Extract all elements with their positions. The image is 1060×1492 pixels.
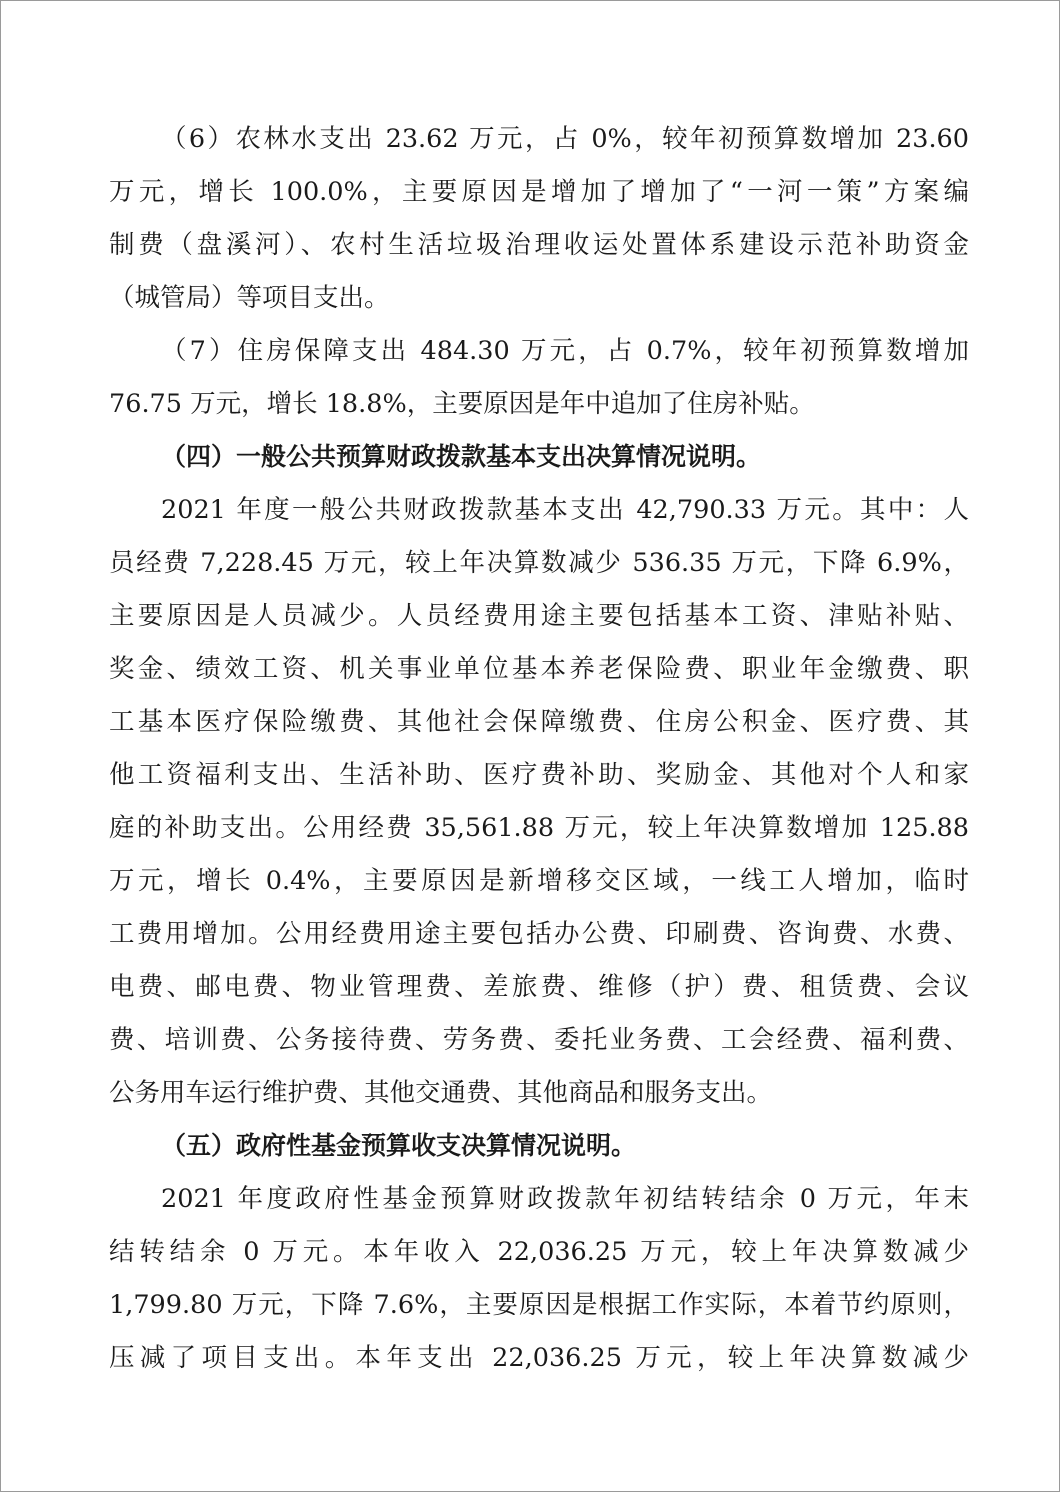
- paragraph-basic-expenditure-line-11: 费、培训费、公务接待费、劳务费、委托业务费、工会经费、福利费、: [109, 1025, 969, 1055]
- paragraph-housing-line-2: 76.75 万元，增长 18.8%，主要原因是年中追加了住房补贴。: [109, 389, 815, 419]
- paragraph-basic-expenditure-line-8: 万元，增长 0.4%，主要原因是新增移交区域，一线工人增加，临时: [109, 866, 969, 896]
- paragraph-fund-budget-line-2: 结转结余 0 万元。本年收入 22,036.25 万元，较上年决算数减少: [109, 1237, 969, 1267]
- paragraph-basic-expenditure-line-12: 公务用车运行维护费、其他交通费、其他商品和服务支出。: [109, 1078, 773, 1108]
- paragraph-agriculture-line-3: 制费（盘溪河）、农村生活垃圾治理收运处置体系建设示范补助资金: [109, 230, 969, 260]
- paragraph-basic-expenditure-line-4: 奖金、绩效工资、机关事业单位基本养老保险费、职业年金缴费、职: [109, 654, 969, 684]
- paragraph-fund-budget-line-1: 2021 年度政府性基金预算财政拨款年初结转结余 0 万元，年末: [161, 1184, 969, 1214]
- paragraph-fund-budget-line-4: 压减了项目支出。本年支出 22,036.25 万元，较上年决算数减少: [109, 1343, 969, 1373]
- paragraph-agriculture-line-4: （城管局）等项目支出。: [109, 283, 390, 313]
- paragraph-basic-expenditure-line-9: 工费用增加。公用经费用途主要包括办公费、印刷费、咨询费、水费、: [109, 919, 969, 949]
- paragraph-basic-expenditure-line-1: 2021 年度一般公共财政拨款基本支出 42,790.33 万元。其中：人: [161, 495, 969, 525]
- paragraph-agriculture-line-1: （6）农林水支出 23.62 万元，占 0%，较年初预算数增加 23.60: [161, 124, 969, 154]
- paragraph-housing-line-1: （7）住房保障支出 484.30 万元，占 0.7%，较年初预算数增加: [161, 336, 969, 366]
- paragraph-fund-budget-line-3: 1,799.80 万元，下降 7.6%，主要原因是根据工作实际，本着节约原则，: [109, 1290, 969, 1320]
- paragraph-basic-expenditure-line-5: 工基本医疗保险缴费、其他社会保障缴费、住房公积金、医疗费、其: [109, 707, 969, 737]
- section-heading-5: （五）政府性基金预算收支决算情况说明。: [161, 1131, 637, 1160]
- paragraph-basic-expenditure-line-7: 庭的补助支出。公用经费 35,561.88 万元，较上年决算数增加 125.88: [109, 813, 969, 843]
- paragraph-agriculture-line-2: 万元，增长 100.0%，主要原因是增加了增加了“一河一策”方案编: [109, 177, 969, 207]
- paragraph-basic-expenditure-line-3: 主要原因是人员减少。人员经费用途主要包括基本工资、津贴补贴、: [109, 601, 969, 631]
- paragraph-basic-expenditure-line-6: 他工资福利支出、生活补助、医疗费补助、奖励金、其他对个人和家: [109, 760, 969, 790]
- paragraph-basic-expenditure-line-10: 电费、邮电费、物业管理费、差旅费、维修（护）费、租赁费、会议: [109, 972, 969, 1002]
- section-heading-4: （四）一般公共预算财政拨款基本支出决算情况说明。: [161, 442, 762, 471]
- paragraph-basic-expenditure-line-2: 员经费 7,228.45 万元，较上年决算数减少 536.35 万元，下降 6.9%，: [109, 548, 969, 578]
